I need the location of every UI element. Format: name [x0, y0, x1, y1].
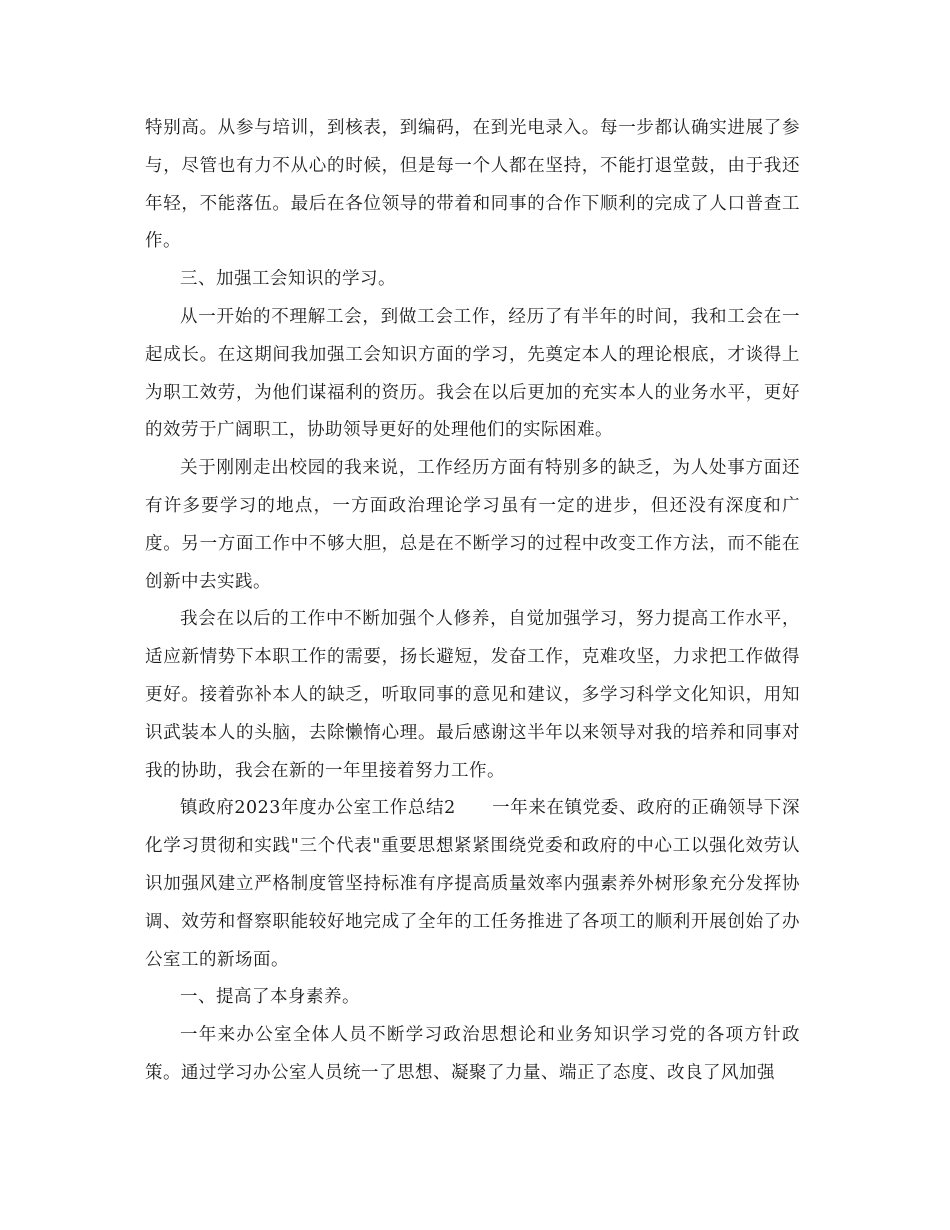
- paragraph-office-summary-intro: 镇政府2023年度办公室工作总结2 一年来在镇党委、政府的正确领导下深化学习贯彻和实践"三个代表"重要思想紧紧围绕党委和政府的中心工以强化效劳认识加强风建立严格制度管坚持标准有序提高质量效率内强素养外树形象充分发挥协调、效劳和督察职能较好地完成了全年的工任务推进了各项工的顺利开展创始了办公室工的新场面。: [145, 798, 800, 970]
- section-heading-union-study: 三、加强工会知识的学习。: [180, 269, 396, 290]
- document-body: [145, 110, 800, 1093]
- paragraph-shortcomings: 关于刚刚走出校园的我来说，工作经历方面有特别多的缺乏，为人处事方面还有许多要学习的地点，一方面政治理论学习虽有一定的进步，但还没有深度和广度。另一方面工作中不够大胆，总是在不断学习的过程中改变工作方法，而不能在创新中去实践。: [145, 458, 800, 592]
- section-heading-self-improvement: 一、提高了本身素养。: [180, 987, 360, 1008]
- paragraph-census-work: 特别高。从参与培训，到核表，到编码，在到光电录入。每一步都认确实进展了参与，尽管也有力不从心的时候，但是每一个人都在坚持，不能打退堂鼓，由于我还年轻，不能落伍。最后在各位领导的带着和同事的合作下顺利的完成了人口普查工作。: [145, 118, 800, 252]
- paragraph-union-growth: 从一开始的不理解工会，到做工会工作，经历了有半年的时间，我和工会在一起成长。在这期间我加强工会知识方面的学习，先奠定本人的理论根底，才谈得上为职工效劳，为他们谋福利的资历。我会在以后更加的充实本人的业务水平，更好的效劳于广阔职工，协助领导更好的处理他们的实际困难。: [145, 306, 800, 441]
- paragraph-office-study: 一年来办公室全体人员不断学习政治思想论和业务知识学习党的各项方针政策。通过学习办公室人员统一了思想、凝聚了力量、端正了态度、改良了风加强: [145, 1025, 800, 1083]
- paragraph-future-plans: 我会在以后的工作中不断加强个人修养，自觉加强学习，努力提高工作水平，适应新情势下本职工作的需要，扬长避短，发奋工作，克难攻坚，力求把工作做得更好。接着弥补本人的缺乏，听取同事的意见和建议，多学习科学文化知识，用知识武装本人的头脑，去除懒惰心理。最后感谢这半年以来领导对我的培养和同事对我的协助，我会在新的一年里接着努力工作。: [145, 609, 800, 781]
